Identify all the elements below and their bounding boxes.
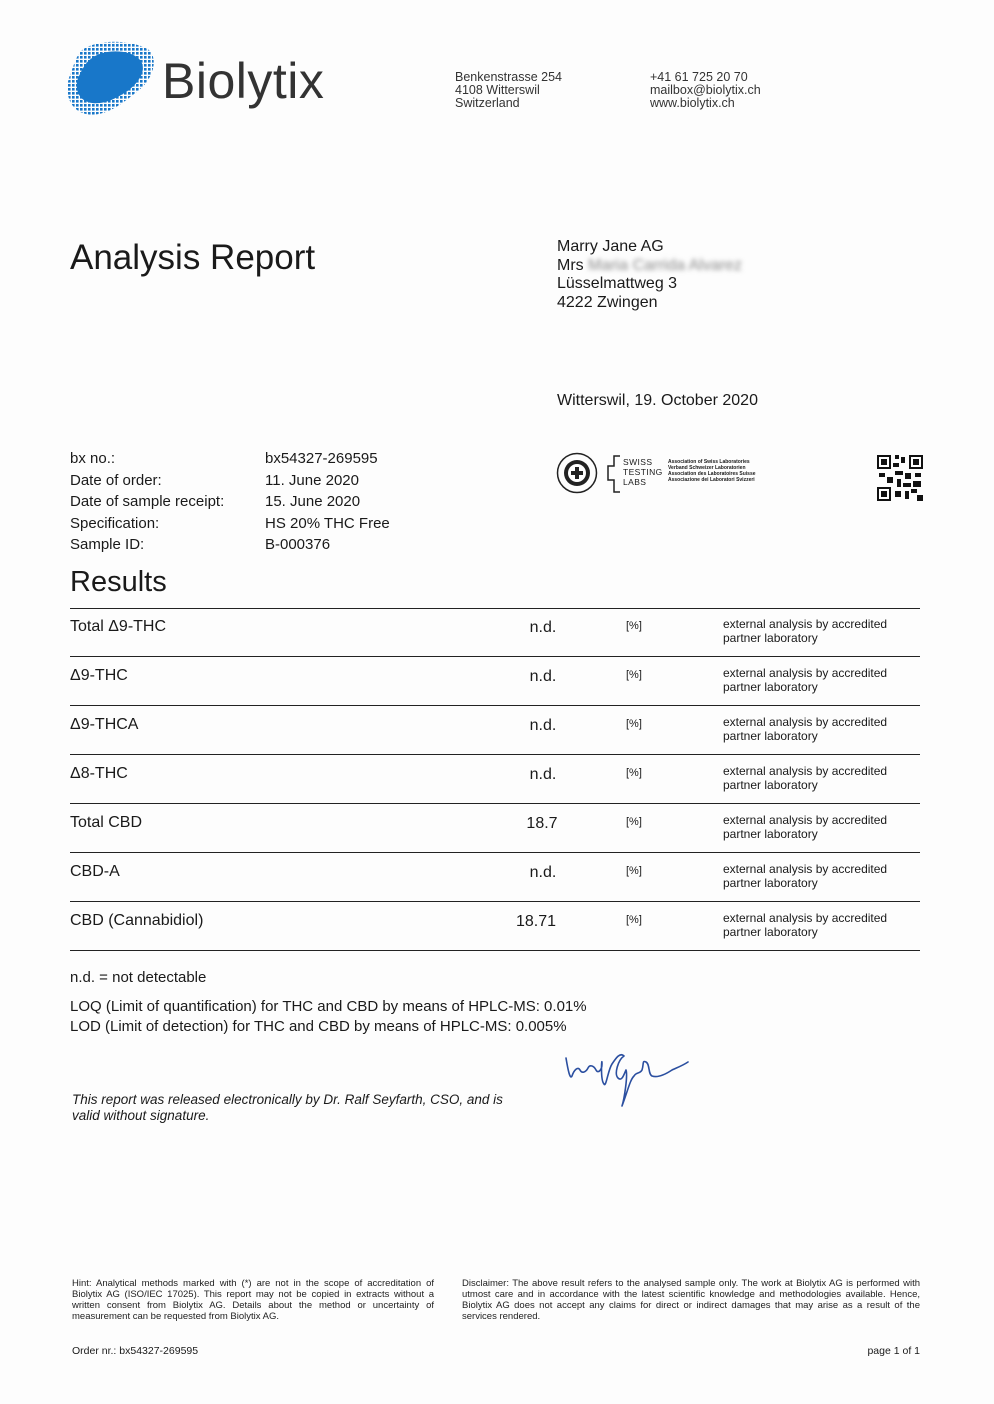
info-row-specification <box>70 513 390 535</box>
analyte-value: n.d. <box>529 864 557 881</box>
accreditation-seal <box>556 452 796 496</box>
info-value: 15. June 2020 <box>265 493 361 510</box>
address-line: Benkenstrasse 254 <box>455 70 563 84</box>
loq-line: LOQ (Limit of quantification) for THC and CBD by means of HPLC-MS: 0.01% <box>70 998 587 1015</box>
email-address: mailbox@biolytix.ch <box>650 83 761 97</box>
analyte-note: external analysis by accredited partner laboratory <box>723 911 888 939</box>
footer-hint: Hint: Analytical methods marked with (*) are not in the scope of accreditation of Biolytix AG (ISO/IEC 17025). This report may not be copied in extracts without a written consent from Biolytix AG. Details about the method or uncertainty of measurement can be requested from Biolytix AG. <box>72 1278 434 1322</box>
stl-line: LABS <box>623 477 647 487</box>
lod-line: LOD (Limit of detection) for THC and CBD by means of HPLC-MS: 0.005% <box>70 1018 567 1035</box>
analyte-note: external analysis by accredited partner laboratory <box>723 715 888 743</box>
info-row-order-date <box>70 470 390 492</box>
table-rule <box>70 656 920 657</box>
analyte-note: external analysis by accredited partner laboratory <box>723 813 888 841</box>
analyte-name: CBD (Cannabidiol) <box>70 912 204 929</box>
association-line: Association des Laboratoires Suisse <box>668 471 756 477</box>
recipient-company: Marry Jane AG <box>557 238 664 255</box>
recipient-city: 4222 Zwingen <box>557 293 658 311</box>
phone-number: +41 61 725 20 70 <box>650 70 748 84</box>
association-line: Associazione dei Laboratori Svizzeri <box>668 477 755 483</box>
recipient-person <box>557 257 742 276</box>
biolytix-logo-mark-icon <box>64 40 159 120</box>
qr-code-icon <box>877 455 923 501</box>
analyte-name: CBD-A <box>70 863 120 880</box>
analyte-value: 18.71 <box>515 913 557 930</box>
analyte-note: external analysis by accredited partner laboratory <box>723 666 888 694</box>
analyte-unit: [%] <box>626 914 642 926</box>
analyte-unit: [%] <box>626 620 642 632</box>
page-title: Analysis Report <box>70 238 316 277</box>
analyte-value: 18.7 <box>526 815 558 832</box>
analyte-note: external analysis by accredited partner laboratory <box>723 862 888 890</box>
info-label: Date of sample receipt: <box>70 493 225 510</box>
logo-wordmark: Biolytix <box>162 53 325 109</box>
release-note: This report was released electronically by Dr. Ralf Seyfarth, CSO, and is valid without signature. <box>72 1092 503 1123</box>
info-row-receipt-date <box>70 491 390 513</box>
stl-line: SWISS <box>623 457 653 467</box>
info-value: bx54327-269595 <box>265 450 378 467</box>
results-heading: Results <box>70 566 167 598</box>
footer-page-number: page 1 of 1 <box>867 1345 920 1357</box>
company-contact <box>650 71 761 110</box>
analyte-name: Δ9-THCA <box>70 716 139 733</box>
info-label: bx no.: <box>70 450 116 467</box>
analyte-value: n.d. <box>529 668 557 685</box>
swiss-testing-labs-label <box>623 457 663 487</box>
stl-line: TESTING <box>623 467 663 477</box>
nd-legend: n.d. = not detectable <box>70 969 207 986</box>
swiss-cross-seal-icon <box>556 452 598 494</box>
analyte-value: n.d. <box>529 766 557 783</box>
recipient-name-redacted: Maria Carrida Alvarez <box>588 256 742 274</box>
handwritten-signature <box>558 1040 708 1110</box>
footer-order-number: Order nr.: bx54327-269595 <box>72 1345 199 1357</box>
analyte-note: external analysis by accredited partner laboratory <box>723 764 888 792</box>
table-rule <box>70 950 920 951</box>
info-row-sample-id <box>70 534 390 556</box>
analyte-name: Δ8-THC <box>70 765 128 782</box>
info-value: 11. June 2020 <box>265 471 359 489</box>
table-rule <box>70 901 920 902</box>
recipient-street: Lüsselmattweg 3 <box>557 275 678 292</box>
association-line: Verband Schweizer Laboratorien <box>668 465 746 471</box>
analyte-unit: [%] <box>626 718 642 730</box>
recipient-salutation: Mrs <box>557 256 584 274</box>
info-label: Specification: <box>70 514 160 532</box>
association-text <box>668 459 756 483</box>
analyte-name: Δ9-THC <box>70 667 128 684</box>
info-label: Sample ID: <box>70 536 145 553</box>
analyte-name: Total Δ9-THC <box>70 618 167 635</box>
info-label: Date of order: <box>70 471 162 489</box>
analyte-note: external analysis by accredited partner laboratory <box>723 617 888 645</box>
analyte-value: n.d. <box>529 717 557 734</box>
report-date: Witterswil, 19. October 2020 <box>557 392 758 409</box>
info-value: HS 20% THC Free <box>265 514 390 532</box>
analyte-unit: [%] <box>626 669 642 681</box>
table-rule <box>70 803 920 804</box>
association-line: Association of Swiss Laboratories <box>668 459 750 465</box>
analyte-value: n.d. <box>529 619 557 636</box>
analyte-name: Total CBD <box>70 814 143 831</box>
limits-legend <box>70 997 587 1037</box>
analyte-unit: [%] <box>626 865 642 877</box>
table-rule <box>70 852 920 853</box>
analyte-unit: [%] <box>626 767 642 779</box>
recipient-address <box>557 238 742 312</box>
company-address <box>455 71 562 110</box>
address-line: 4108 Witterswil <box>455 83 540 97</box>
biolytix-logo <box>64 40 364 120</box>
info-value: B-000376 <box>265 536 331 553</box>
info-row-bx <box>70 448 390 470</box>
table-rule <box>70 705 920 706</box>
analyte-unit: [%] <box>626 816 642 828</box>
table-rule <box>70 754 920 755</box>
website: www.biolytix.ch <box>650 96 735 110</box>
footer-disclaimer: Disclaimer: The above result refers to the analysed sample only. The work at Biolytix AG is performed with utmost care and in accordance with the latest scientific knowledge and methodologies available. Hence, Biolytix AG does not accept any claims for direct or indirect damages that may arise as a result of the services rendered. <box>462 1278 920 1322</box>
report-info <box>70 448 390 556</box>
table-rule <box>70 608 920 609</box>
address-line: Switzerland <box>455 96 520 110</box>
